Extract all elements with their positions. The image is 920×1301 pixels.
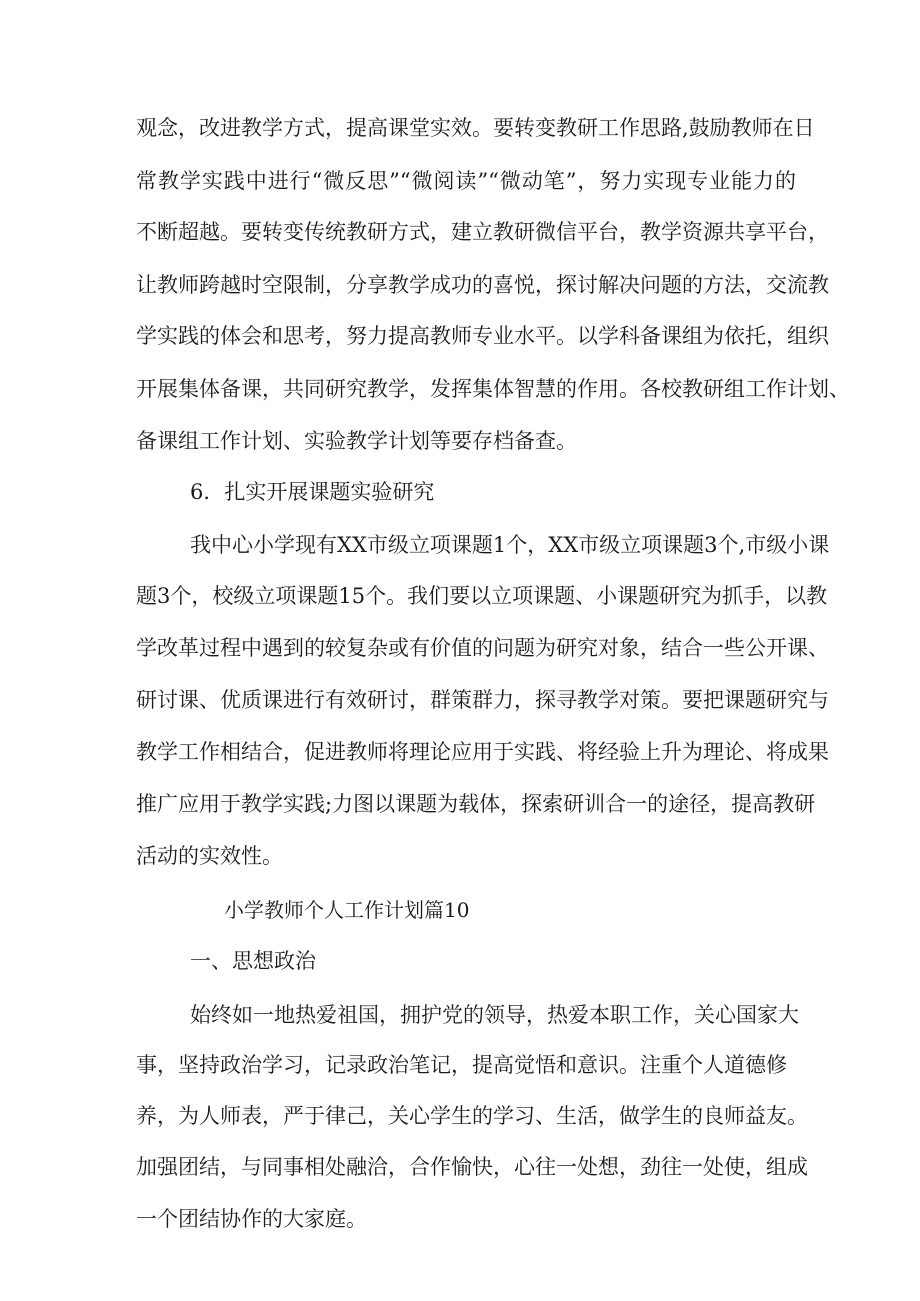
paragraph-1-line-3: 不断超越。要转变传统教研方式，建立教研微信平台，教学资源共享平台， — [136, 220, 829, 244]
paragraph-2-line-3: 学改革过程中遇到的较复杂或有价值的问题为研究对象，结合一些公开课、 — [136, 636, 829, 660]
paragraph-1-line-7: 备课组工作计划、实验教学计划等要存档备查。 — [136, 429, 577, 453]
paragraph-2-line-4: 研讨课、优质课进行有效研讨，群策群力，探寻教学对策。要把课题研究与 — [136, 688, 829, 712]
paragraph-1-line-1: 观念，改进教学方式，提高课堂实效。要转变教研工作思路,鼓励教师在日 — [136, 116, 815, 140]
paragraph-3-line-2: 事，坚持政治学习，记录政治笔记，提高觉悟和意识。注重个人道德修 — [136, 1053, 787, 1077]
chapter-title: 小学教师个人工作计划篇10 — [224, 898, 470, 922]
paragraph-1-line-4: 让教师跨越时空限制，分享教学成功的喜悦，探讨解决问题的方法，交流教 — [136, 273, 829, 297]
paragraph-2-line-1: 我中心小学现有XX市级立项课题1个，XX市级立项课题3个,市级小课 — [190, 533, 830, 557]
paragraph-3-line-1: 始终如一地热爱祖国，拥护党的领导，热爱本职工作，关心国家大 — [190, 1003, 799, 1027]
paragraph-2-line-6: 推广应用于教学实践;力图以课题为载体，探索研训合一的途径，提高教研 — [136, 792, 816, 816]
section-6-heading: 6．扎实开展课题实验研究 — [190, 480, 435, 504]
paragraph-1-line-2: 常教学实践中进行“微反思”“微阅读”“微动笔”，努力实现专业能力的 — [136, 169, 796, 193]
paragraph-1-line-5: 学实践的体会和思考，努力提高教师专业水平。以学科备课组为依托，组织 — [136, 324, 829, 348]
paragraph-2-line-5: 教学工作相结合，促进教师将理论应用于实践、将经验上升为理论、将成果 — [136, 740, 829, 764]
paragraph-3-line-5: 一个团结协作的大家庭。 — [136, 1207, 367, 1231]
paragraph-1-line-6: 开展集体备课，共同研究教学，发挥集体智慧的作用。各校教研组工作计划、 — [136, 377, 850, 401]
paragraph-2-line-2: 题3个，校级立项课题15个。我们要以立项课题、小课题研究为抓手，以教 — [136, 584, 828, 608]
paragraph-3-line-4: 加强团结，与同事相处融洽，合作愉快，心往一处想，劲往一处使，组成 — [136, 1155, 808, 1179]
section-1-heading: 一、思想政治 — [190, 949, 316, 973]
paragraph-3-line-3: 养，为人师表，严于律己，关心学生的学习、生活，做学生的良师益友。 — [136, 1104, 808, 1128]
paragraph-2-line-7: 活动的实效性。 — [136, 844, 283, 868]
